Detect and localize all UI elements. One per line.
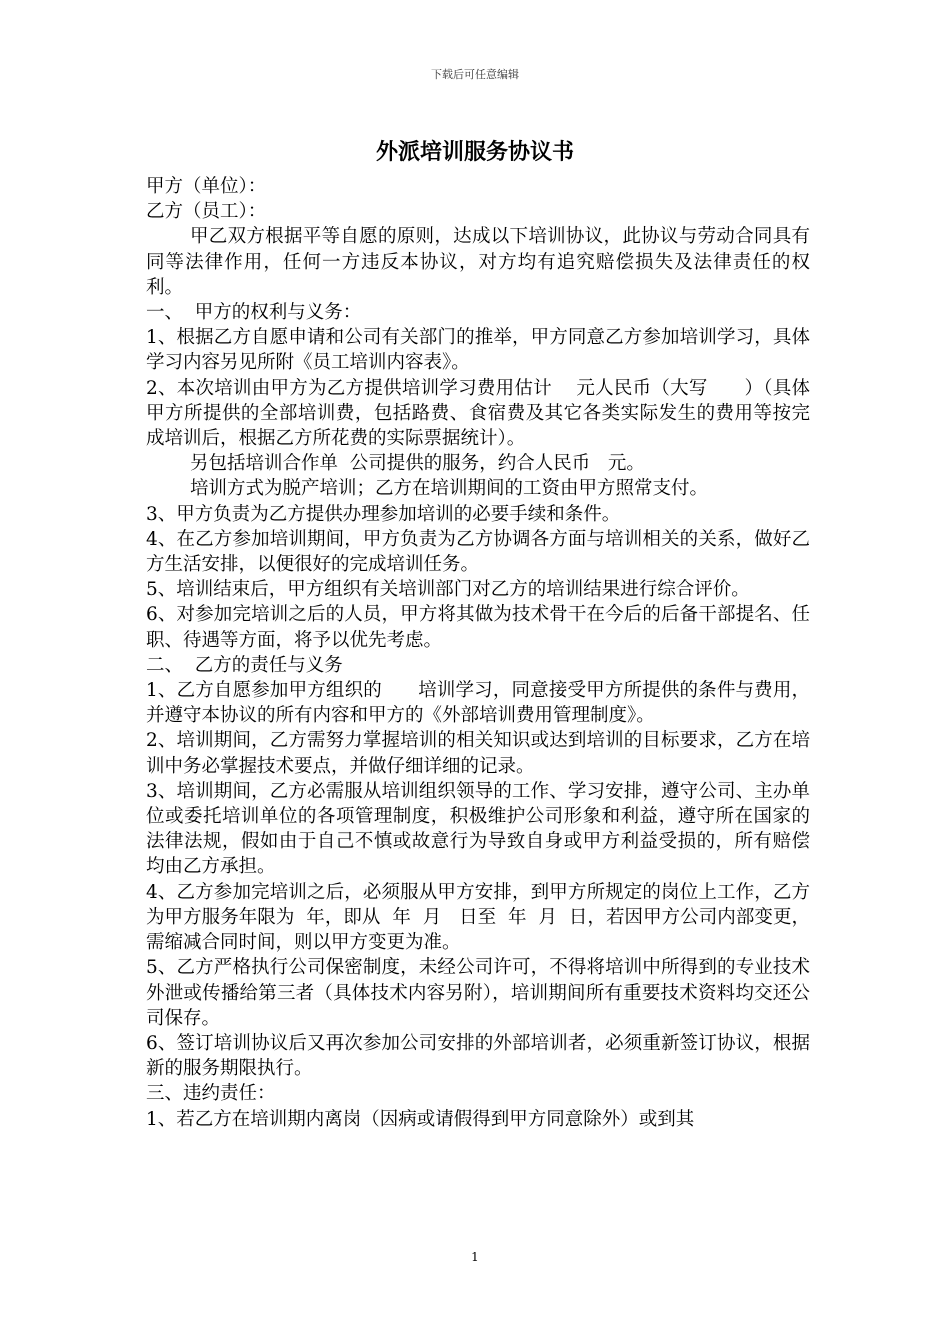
document-title: 外派培训服务协议书: [375, 139, 574, 165]
header-note: 下载后可任意编辑: [431, 68, 519, 81]
page-number: 1: [471, 1250, 479, 1264]
clause-1-1: 1、根据乙方自愿申请和公司有关部门的推举，甲方同意乙方参加培训学习，具体学习内容另见所附《员工培训内容表》。: [146, 327, 810, 374]
clause-2-5: 5、乙方严格执行公司保密制度，未经公司许可，不得将培训中所得到的专业技术外泄或传播给第三者（具体技术内容另附），培训期间所有重要技术资料均交还公司保存。: [146, 957, 810, 1029]
clause-1-2-extra-service: 另包括培训合作单 公司提供的服务，约合人民币 元。: [190, 453, 645, 475]
clause-1-6: 6、对参加完培训之后的人员，甲方将其做为技术骨干在今后的后备干部提名、任职、待遇等方面，将予以优先考虑。: [146, 604, 810, 651]
clause-2-6: 6、签订培训协议后又再次参加公司安排的外部培训者，必须重新签订协议，根据新的服务期限执行。: [146, 1032, 810, 1080]
document-body: [146, 174, 810, 1132]
clause-1-2: 2、本次培训由甲方为乙方提供培训学习费用估计 元人民币（大写 ）（具体甲方所提供的全部培训费，包括路费、食宿费及其它各类实际发生的费用等按完成培训后，根据乙方所花费的实际票据统计）。: [146, 377, 810, 450]
clause-1-4: 4、在乙方参加培训期间，甲方负责为乙方协调各方面与培训相关的关系，做好乙方生活安排，以便很好的完成培训任务。: [146, 528, 810, 576]
clause-2-2: 2、培训期间，乙方需努力掌握培训的相关知识或达到培训的目标要求，乙方在培训中务必掌握技术要点，并做仔细详细的记录。: [146, 730, 810, 777]
preamble-paragraph: 甲乙双方根据平等自愿的原则，达成以下培训协议，此协议与劳动合同具有同等法律作用，任何一方违反本协议，对方均有追究赔偿损失及法律责任的权利。: [146, 226, 810, 298]
clause-1-5: 5、培训结束后，甲方组织有关培训部门对乙方的培训结果进行综合评价。: [146, 579, 750, 601]
section-heading-3: 三、违约责任：: [146, 1083, 276, 1105]
clause-2-4: 4、乙方参加完培训之后，必须服从甲方安排，到甲方所规定的岗位上工作，乙方为甲方服务年限为 年，即从 年 月 日至 年 月 日，若因甲方公司内部变更，需缩减合同时间，则以甲方变更为准。: [146, 881, 810, 954]
clause-2-3: 3、培训期间，乙方必需服从培训组织领导的工作、学习安排，遵守公司、主办单位或委托培训单位的各项管理制度，积极维护公司形象和利益，遵守所在国家的法律法规，假如由于自己不慎或故意行为导致自身或甲方利益受损的，所有赔偿均由乙方承担。: [146, 780, 810, 878]
clause-3-1: 1、若乙方在培训期内离岗（因病或请假得到甲方同意除外）或到其: [146, 1108, 695, 1130]
section-heading-1: 一、 甲方的权利与义务：: [146, 302, 362, 324]
party-a-line: 甲方（单位）：: [146, 176, 267, 197]
clause-1-3: 3、甲方负责为乙方提供办理参加培训的必要手续和条件。: [146, 503, 621, 525]
clause-1-2-training-mode: 培训方式为脱产培训；乙方在培训期间的工资由甲方照常支付。: [190, 478, 709, 500]
section-heading-2: 二、 乙方的责任与义务: [146, 654, 343, 676]
clause-2-1: 1、乙方自愿参加甲方组织的 培训学习，同意接受甲方所提供的条件与费用，并遵守本协议的所有内容和甲方的《外部培训费用管理制度》。: [146, 680, 810, 727]
party-b-line: 乙方（员工）：: [146, 201, 267, 223]
